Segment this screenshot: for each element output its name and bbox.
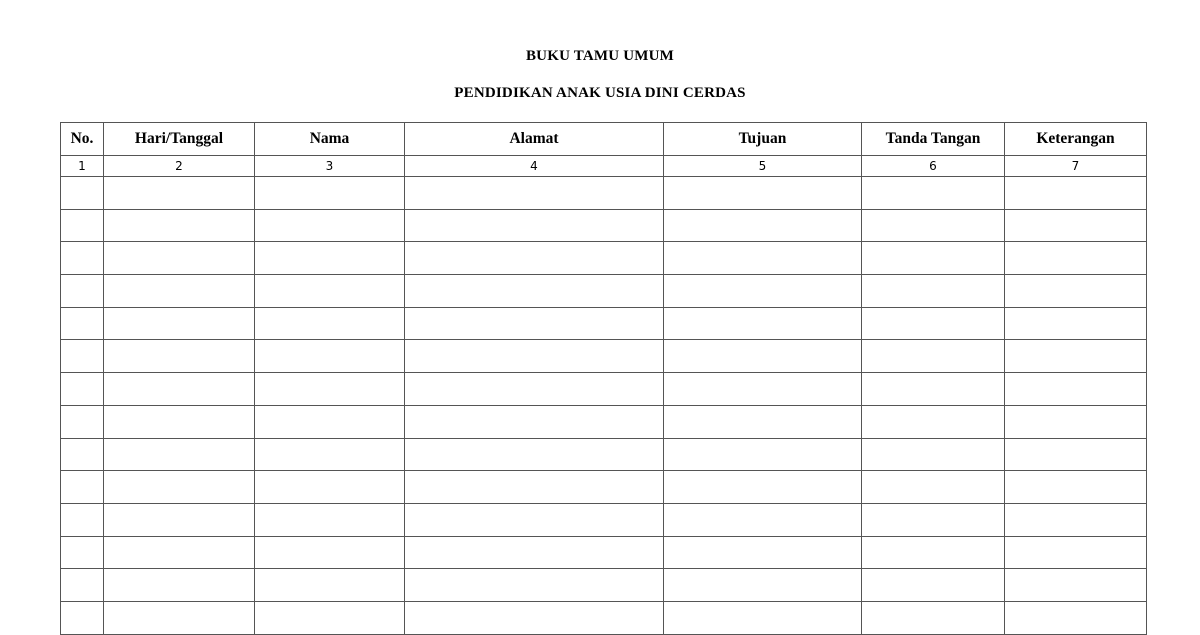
empty-cell bbox=[61, 601, 104, 634]
empty-cell bbox=[664, 275, 862, 308]
empty-cell bbox=[862, 503, 1005, 536]
empty-cell bbox=[405, 536, 664, 569]
empty-cell bbox=[104, 536, 255, 569]
empty-cell bbox=[664, 340, 862, 373]
empty-cell bbox=[255, 536, 405, 569]
empty-cell bbox=[862, 405, 1005, 438]
empty-cell bbox=[664, 569, 862, 602]
table-row bbox=[61, 340, 1147, 373]
empty-cell bbox=[61, 275, 104, 308]
empty-cell bbox=[405, 242, 664, 275]
empty-cell bbox=[255, 340, 405, 373]
empty-cell bbox=[255, 471, 405, 504]
table-row bbox=[61, 242, 1147, 275]
empty-cell bbox=[405, 503, 664, 536]
column-header-tanda-tangan: Tanda Tangan bbox=[862, 123, 1005, 156]
empty-cell bbox=[1005, 569, 1147, 602]
empty-cell bbox=[104, 601, 255, 634]
empty-cell bbox=[664, 242, 862, 275]
empty-cell bbox=[61, 438, 104, 471]
empty-cell bbox=[862, 373, 1005, 406]
empty-cell bbox=[255, 503, 405, 536]
empty-cell bbox=[1005, 275, 1147, 308]
empty-cell bbox=[104, 569, 255, 602]
table-row bbox=[61, 307, 1147, 340]
empty-cell bbox=[255, 405, 405, 438]
empty-cell bbox=[255, 438, 405, 471]
table-row bbox=[61, 373, 1147, 406]
empty-cell bbox=[664, 503, 862, 536]
empty-cell bbox=[405, 177, 664, 210]
table-row bbox=[61, 601, 1147, 634]
empty-cell bbox=[104, 438, 255, 471]
empty-cell bbox=[664, 601, 862, 634]
empty-cell bbox=[862, 340, 1005, 373]
table-row bbox=[61, 177, 1147, 210]
empty-cell bbox=[255, 569, 405, 602]
table-row bbox=[61, 569, 1147, 602]
empty-cell bbox=[1005, 177, 1147, 210]
empty-cell bbox=[664, 209, 862, 242]
empty-cell bbox=[1005, 471, 1147, 504]
empty-cell bbox=[1005, 405, 1147, 438]
empty-cell bbox=[1005, 503, 1147, 536]
empty-cell bbox=[61, 209, 104, 242]
table-row bbox=[61, 438, 1147, 471]
empty-cell bbox=[104, 307, 255, 340]
column-header-nama: Nama bbox=[255, 123, 405, 156]
column-number-1: 1 bbox=[61, 156, 104, 177]
header-row bbox=[61, 123, 1147, 156]
table-row bbox=[61, 209, 1147, 242]
empty-cell bbox=[255, 601, 405, 634]
empty-cell bbox=[61, 373, 104, 406]
empty-cell bbox=[1005, 438, 1147, 471]
empty-cell bbox=[61, 471, 104, 504]
empty-cell bbox=[255, 209, 405, 242]
empty-cell bbox=[862, 209, 1005, 242]
empty-cell bbox=[1005, 209, 1147, 242]
empty-cell bbox=[405, 601, 664, 634]
empty-cell bbox=[664, 177, 862, 210]
table-row bbox=[61, 503, 1147, 536]
empty-cell bbox=[664, 471, 862, 504]
empty-cell bbox=[104, 373, 255, 406]
guest-book-table bbox=[60, 122, 1147, 635]
empty-cell bbox=[862, 438, 1005, 471]
document-subtitle: PENDIDIKAN ANAK USIA DINI CERDAS bbox=[454, 85, 746, 101]
empty-cell bbox=[664, 438, 862, 471]
empty-cell bbox=[405, 438, 664, 471]
empty-cell bbox=[1005, 340, 1147, 373]
empty-cell bbox=[862, 536, 1005, 569]
table-row bbox=[61, 405, 1147, 438]
empty-cell bbox=[664, 536, 862, 569]
column-number-6: 6 bbox=[862, 156, 1005, 177]
table-row bbox=[61, 275, 1147, 308]
column-number-4: 4 bbox=[405, 156, 664, 177]
column-header-hari-tanggal: Hari/Tanggal bbox=[104, 123, 255, 156]
empty-cell bbox=[405, 275, 664, 308]
empty-cell bbox=[862, 569, 1005, 602]
empty-cell bbox=[61, 503, 104, 536]
empty-cell bbox=[61, 177, 104, 210]
empty-cell bbox=[255, 275, 405, 308]
empty-cell bbox=[405, 373, 664, 406]
empty-cell bbox=[104, 405, 255, 438]
column-number-5: 5 bbox=[664, 156, 862, 177]
empty-cell bbox=[61, 307, 104, 340]
empty-cell bbox=[664, 405, 862, 438]
empty-cell bbox=[664, 307, 862, 340]
table-row bbox=[61, 536, 1147, 569]
empty-cell bbox=[862, 471, 1005, 504]
empty-cell bbox=[61, 569, 104, 602]
empty-cell bbox=[405, 569, 664, 602]
empty-cell bbox=[255, 177, 405, 210]
column-number-3: 3 bbox=[255, 156, 405, 177]
empty-cell bbox=[1005, 536, 1147, 569]
empty-cell bbox=[104, 242, 255, 275]
empty-cell bbox=[405, 405, 664, 438]
column-number-7: 7 bbox=[1005, 156, 1147, 177]
column-number-2: 2 bbox=[104, 156, 255, 177]
column-header-keterangan: Keterangan bbox=[1005, 123, 1147, 156]
empty-cell bbox=[104, 340, 255, 373]
empty-cell bbox=[255, 307, 405, 340]
empty-cell bbox=[405, 209, 664, 242]
empty-cell bbox=[405, 340, 664, 373]
empty-cell bbox=[104, 275, 255, 308]
table-row bbox=[61, 471, 1147, 504]
document-title: BUKU TAMU UMUM bbox=[525, 48, 675, 64]
empty-cell bbox=[1005, 601, 1147, 634]
empty-cell bbox=[61, 242, 104, 275]
empty-cell bbox=[255, 373, 405, 406]
empty-cell bbox=[862, 275, 1005, 308]
empty-cell bbox=[862, 307, 1005, 340]
empty-cell bbox=[862, 601, 1005, 634]
empty-cell bbox=[104, 471, 255, 504]
column-number-row bbox=[61, 156, 1147, 177]
column-header-tujuan: Tujuan bbox=[664, 123, 862, 156]
empty-cell bbox=[862, 177, 1005, 210]
column-header-no: No. bbox=[61, 123, 104, 156]
empty-cell bbox=[1005, 307, 1147, 340]
empty-cell bbox=[405, 471, 664, 504]
empty-cell bbox=[664, 373, 862, 406]
empty-cell bbox=[1005, 373, 1147, 406]
column-header-alamat: Alamat bbox=[405, 123, 664, 156]
empty-cell bbox=[1005, 242, 1147, 275]
empty-cell bbox=[61, 405, 104, 438]
empty-cell bbox=[255, 242, 405, 275]
empty-cell bbox=[61, 536, 104, 569]
empty-cell bbox=[104, 177, 255, 210]
empty-cell bbox=[405, 307, 664, 340]
empty-cell bbox=[862, 242, 1005, 275]
empty-cell bbox=[104, 209, 255, 242]
empty-cell bbox=[104, 503, 255, 536]
empty-cell bbox=[61, 340, 104, 373]
